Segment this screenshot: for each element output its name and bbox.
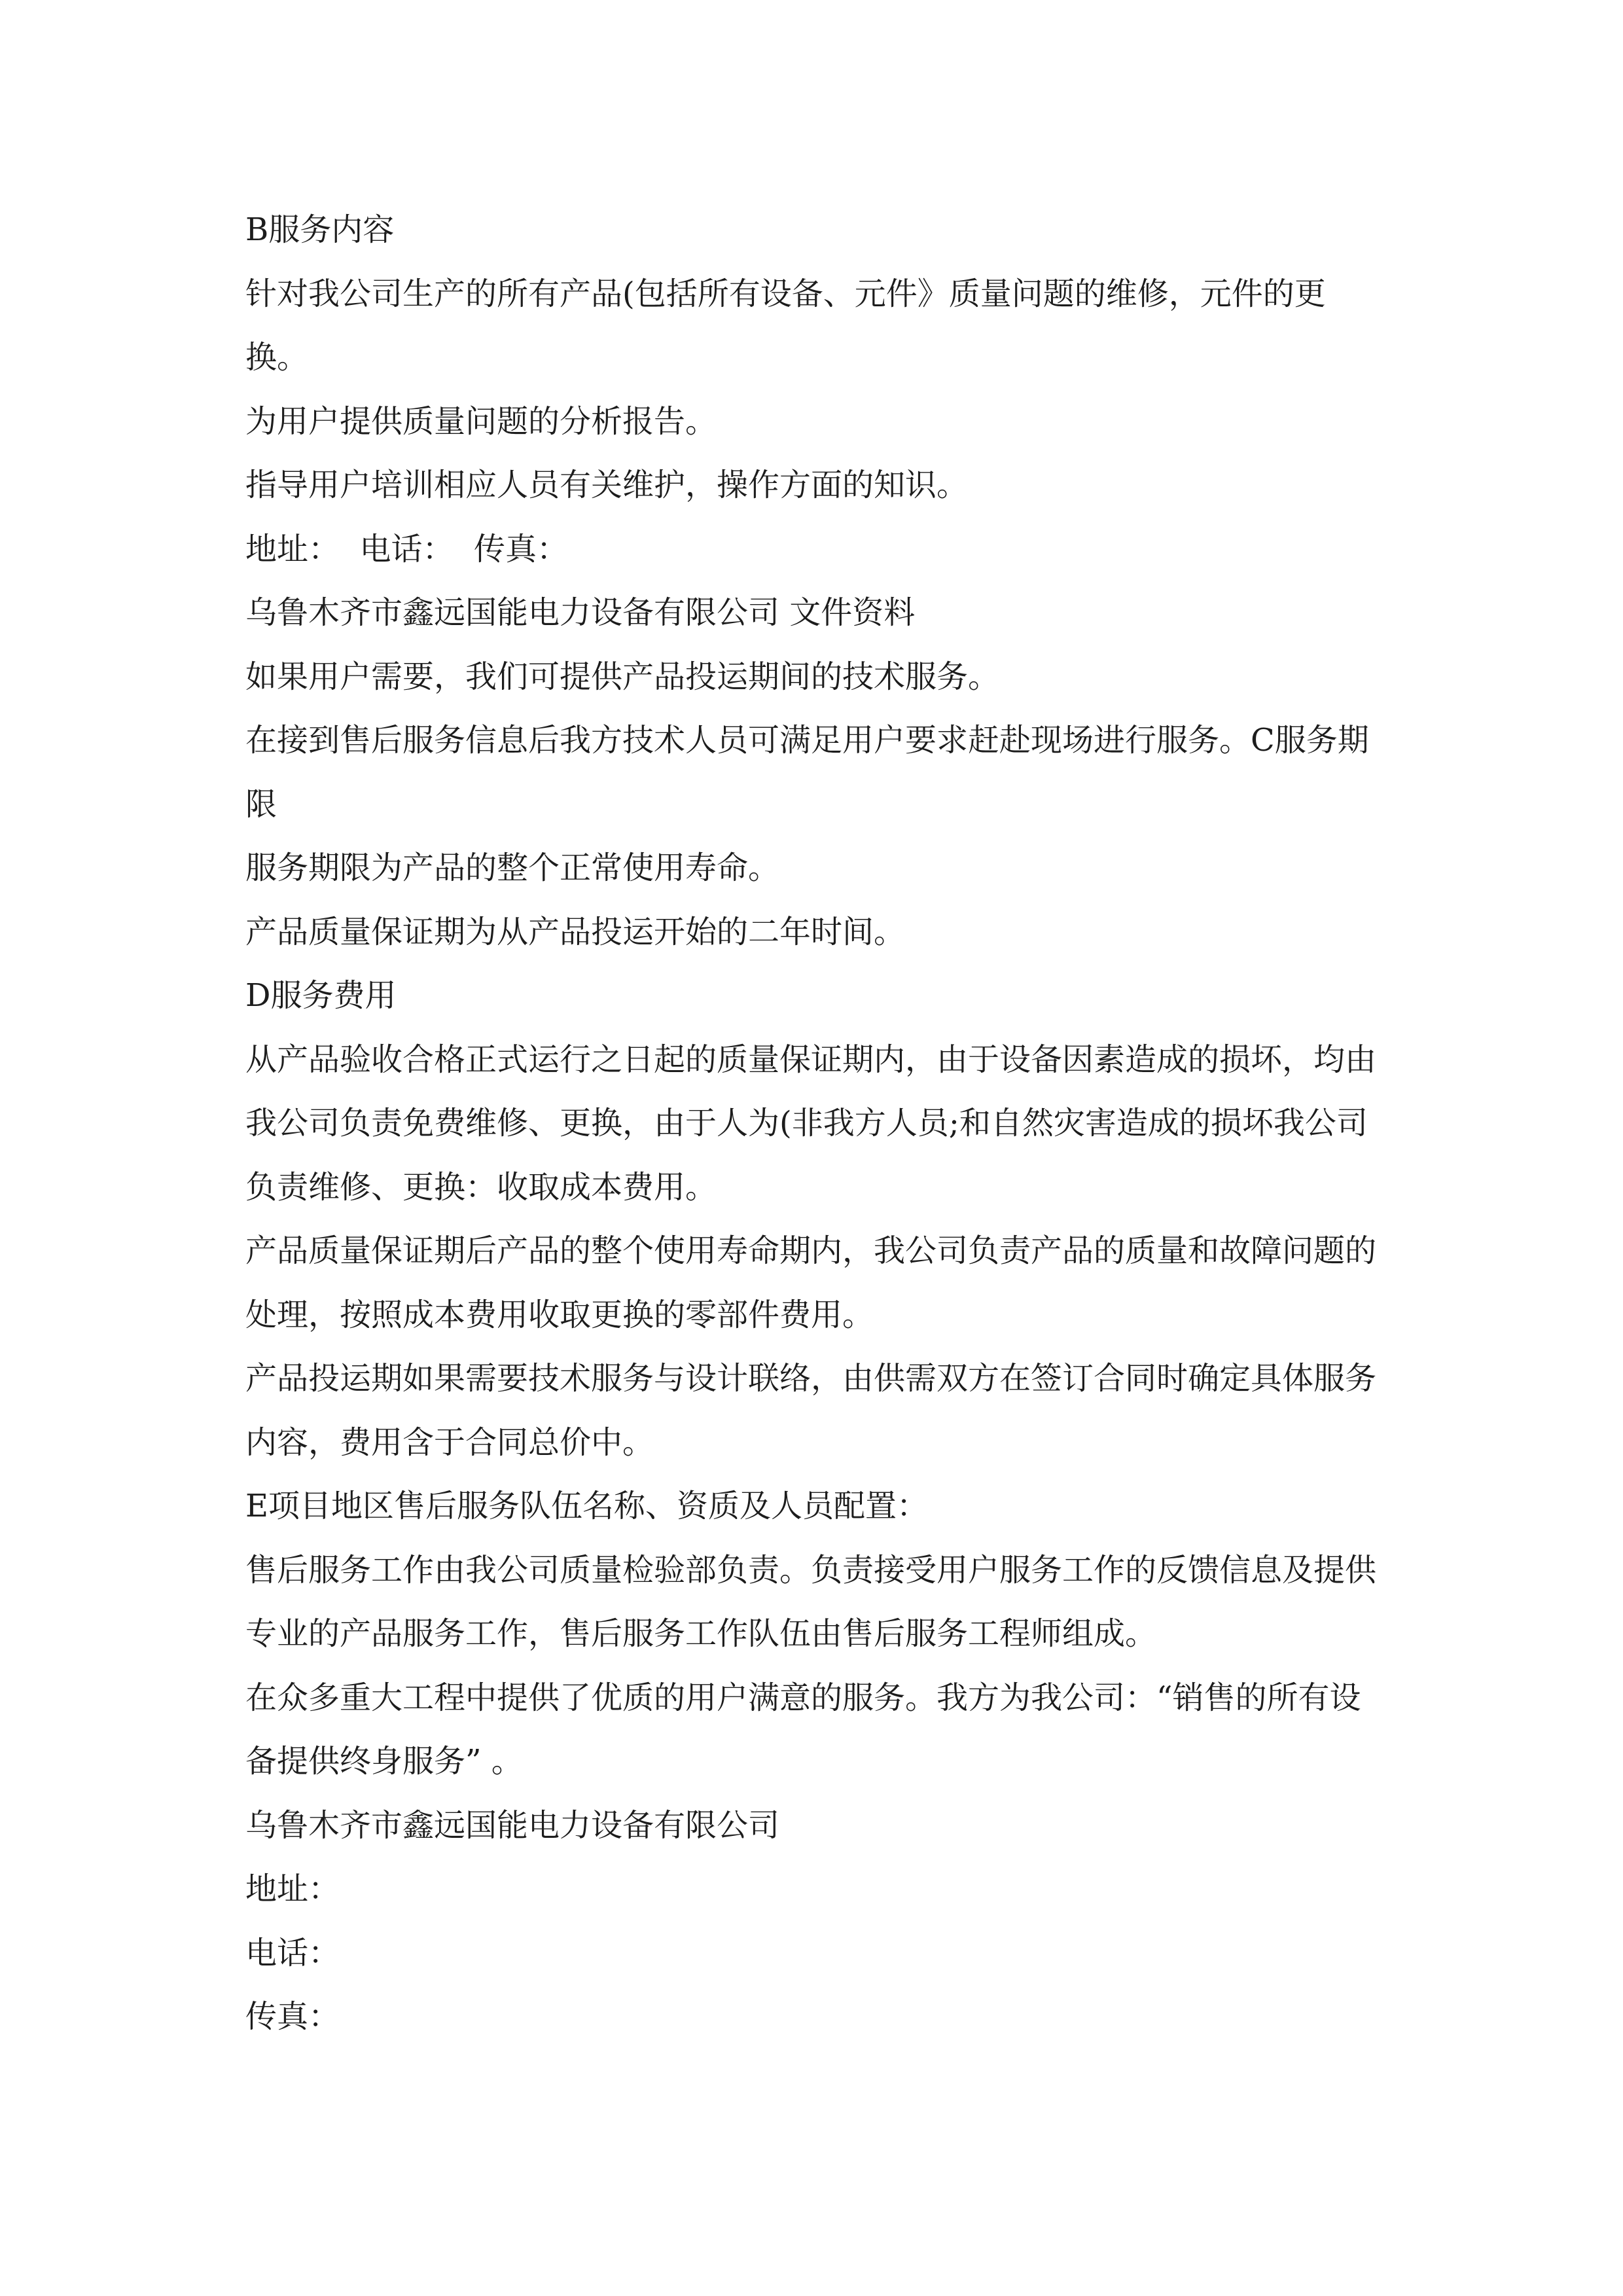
paragraph-technical-service: 如果用户需要，我们可提供产品投运期间的技术服务。: [245, 658, 1000, 695]
company-document-line: 乌鲁木齐市鑫远国能电力设备有限公司 文件资料: [245, 594, 916, 631]
paragraph-service-term: 服务期限为产品的整个正常使用寿命。: [245, 850, 780, 886]
paragraph-free-repair: 从产品验收合格正式运行之日起的质量保证期内，由于设备因素造成的损坏，均由我公司负责免费维修、更换，由于人为(非我方人员;和自然灾害造成的损坏我公司负责维修、更换：收取成本费用。: [245, 1041, 1377, 1206]
paragraph-training: 指导用户培训相应人员有关维护，操作方面的知识。: [245, 467, 969, 503]
paragraph-warranty-period: 产品质量保证期为从产品投运开始的二年时间。: [245, 913, 906, 950]
fax-label: 传真：: [245, 1998, 340, 2035]
document-body: [245, 198, 1382, 2049]
section-heading-service-content: B服务内容: [245, 211, 395, 248]
paragraph-design-liaison: 产品投运期如果需要技术服务与设计联络，由供需双方在签订合同时确定具体服务内容，费用含于合同总价中。: [245, 1360, 1377, 1461]
paragraph-analysis-report: 为用户提供质量问题的分析报告。: [245, 403, 717, 440]
phone-label: 电话：: [245, 1934, 340, 1971]
paragraph-onsite-service: 在接到售后服务信息后我方技术人员可满足用户要求赶赴现场进行服务。C服务期限: [245, 722, 1369, 823]
paragraph-repair-scope: 针对我公司生产的所有产品(包括所有设备、元件》质量问题的维修，元件的更换。: [245, 275, 1326, 376]
paragraph-team-responsibility: 售后服务工作由我公司质量检验部负责。负责接受用户服务工作的反馈信息及提供专业的产品服务工作，售后服务工作队伍由售后服务工程师组成。: [245, 1551, 1377, 1652]
address-label: 地址：: [245, 1871, 340, 1907]
section-heading-service-team: E项目地区售后服务队伍名称、资质及人员配置：: [245, 1488, 929, 1524]
contact-line-address-phone-fax: 地址： 电话： 传真：: [245, 530, 569, 567]
company-name: 乌鲁木齐市鑫远国能电力设备有限公司: [245, 1806, 780, 1844]
section-heading-service-fees: D服务费用: [245, 977, 397, 1014]
paragraph-post-warranty: 产品质量保证期后产品的整个使用寿命期内，我公司负责产品的质量和故障问题的处理，按照成本费用收取更换的零部件费用。: [245, 1232, 1377, 1333]
paragraph-lifetime-service: 在众多重大工程中提供了优质的用户满意的服务。我方为我公司：“销售的所有设备提供终身服务” 。: [245, 1679, 1361, 1780]
